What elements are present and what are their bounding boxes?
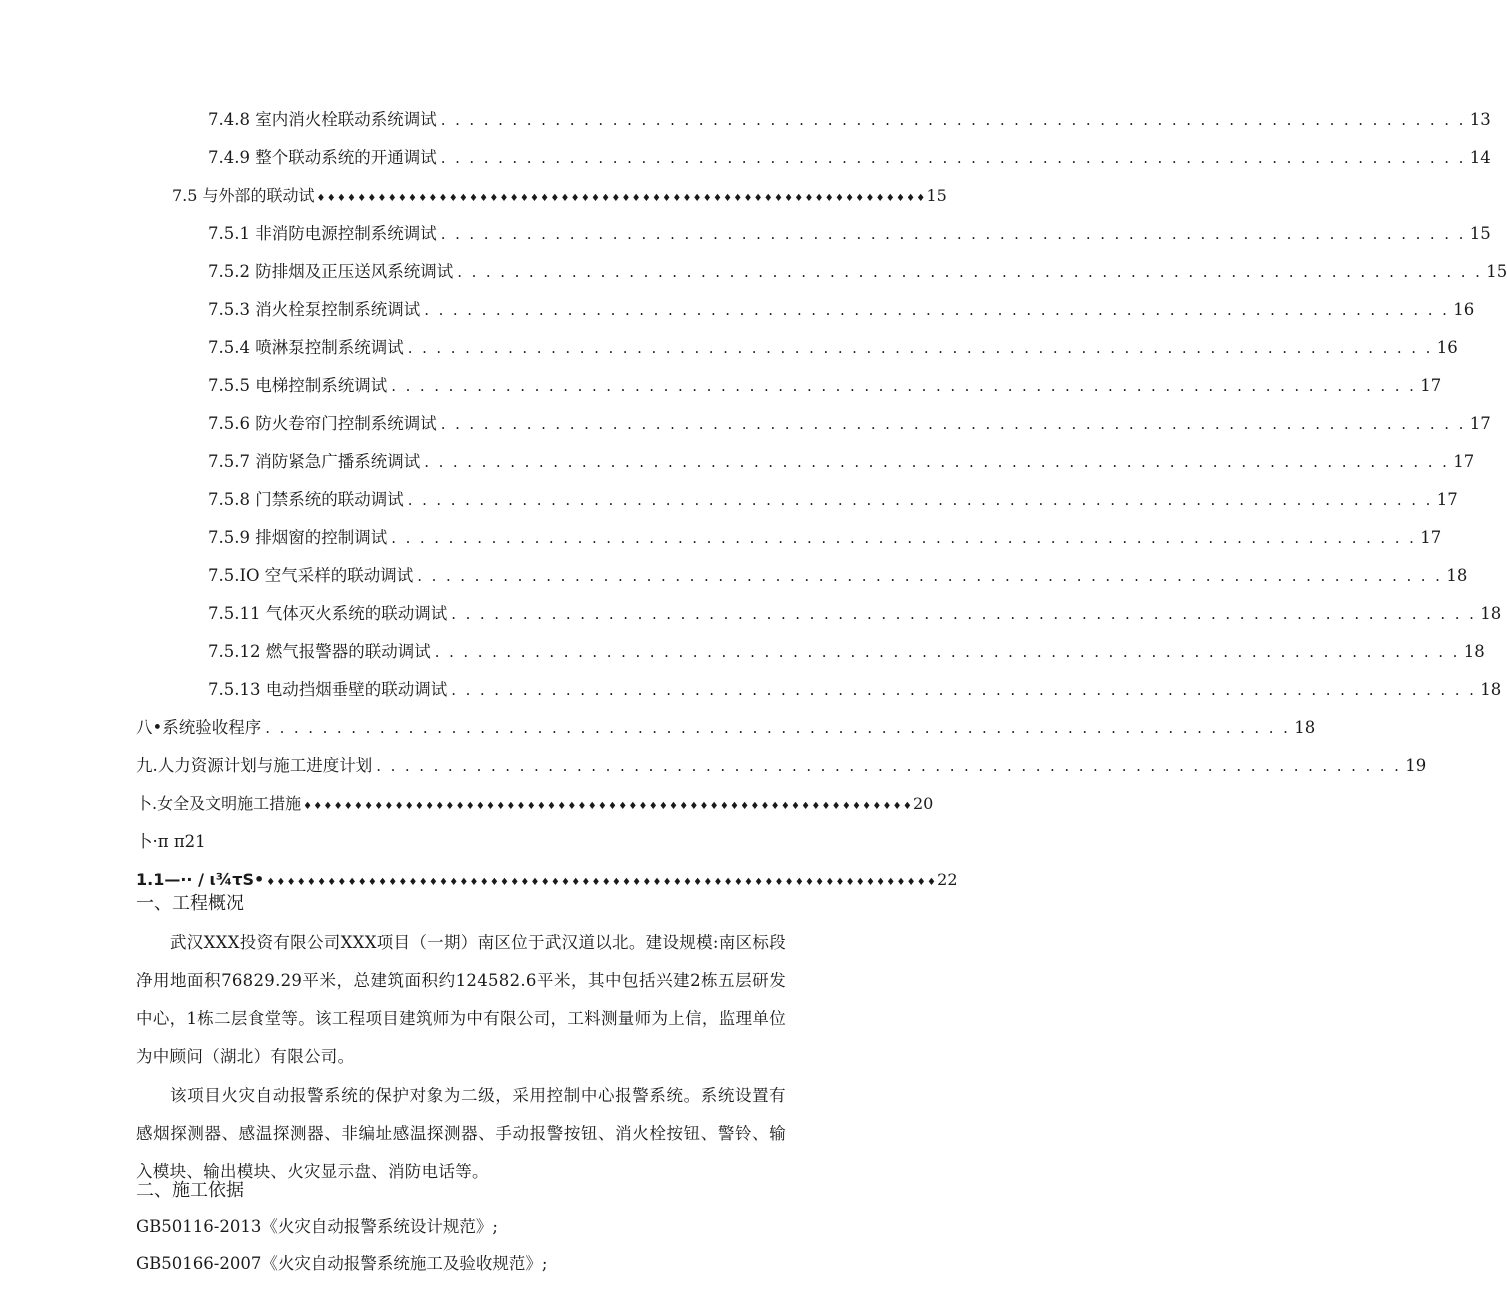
toc-entry-label: 7.5.11 气体灭火系统的联动调试 bbox=[208, 604, 448, 623]
toc-entry[interactable] bbox=[136, 867, 958, 893]
toc-entry-label: 卜·π π21 bbox=[136, 832, 206, 851]
toc-entry-page: 17 bbox=[1420, 528, 1442, 547]
toc-dot-leader: . . . . . . . . . . . . . . . . . . . . . . . . . . . . . . . . . . . . . . . . . . . . . . . . . . . . . . . . . . . . . . . . . . . . . . . . bbox=[424, 301, 1450, 319]
toc-entry-page: 14 bbox=[1469, 148, 1491, 167]
toc-entry[interactable] bbox=[208, 297, 1475, 323]
toc-entry[interactable] bbox=[208, 373, 1442, 399]
toc-entry[interactable] bbox=[208, 487, 1458, 513]
section-heading: 二、施工依据 bbox=[136, 1180, 244, 1201]
toc-entry-label: 7.4.9 整个联动系统的开通调试 bbox=[208, 148, 437, 167]
toc-entry-label: 7.5.1 非消防电源控制系统调试 bbox=[208, 224, 437, 243]
toc-diamond-leader: ♦♦♦♦♦♦♦♦♦♦♦♦♦♦♦♦♦♦♦♦♦♦♦♦♦♦♦♦♦♦♦♦♦♦♦♦♦♦♦♦♦♦♦♦♦♦♦♦♦♦♦♦♦♦♦♦♦♦♦♦♦♦♦♦♦♦ bbox=[266, 877, 938, 888]
toc-dot-leader: . . . . . . . . . . . . . . . . . . . . . . . . . . . . . . . . . . . . . . . . . . . . . . . . . . . . . . . . . . . . . . . . . . . . . . . . bbox=[457, 263, 1483, 281]
toc-entry-label: 7.5.7 消防紧急广播系统调试 bbox=[208, 452, 421, 471]
toc-dot-leader: . . . . . . . . . . . . . . . . . . . . . . . . . . . . . . . . . . . . . . . . . . . . . . . . . . . . . . . . . . . . . . . . . . . . . . . . bbox=[391, 377, 1417, 395]
toc-entry-label: 7.5.13 电动挡烟垂壁的联动调试 bbox=[208, 680, 448, 699]
toc-entry[interactable] bbox=[136, 715, 1316, 741]
toc-dot-leader: . . . . . . . . . . . . . . . . . . . . . . . . . . . . . . . . . . . . . . . . . . . . . . . . . . . . . . . . . . . . . . . . . . . . . . . . bbox=[451, 605, 1477, 623]
toc-entry-page: 17 bbox=[1453, 452, 1475, 471]
toc-entry[interactable] bbox=[208, 639, 1485, 665]
toc-entry[interactable] bbox=[208, 411, 1491, 437]
toc-entry-label: 7.5.2 防排烟及正压送风系统调试 bbox=[208, 262, 454, 281]
toc-entry-page: 20 bbox=[912, 794, 934, 813]
toc-entry[interactable] bbox=[208, 563, 1468, 589]
toc-entry-page: 15 bbox=[1486, 262, 1507, 281]
toc-dot-leader: . . . . . . . . . . . . . . . . . . . . . . . . . . . . . . . . . . . . . . . . . . . . . . . . . . . . . . . . . . . . . . . . . . . . . . . . bbox=[451, 681, 1477, 699]
toc-dot-leader: . . . . . . . . . . . . . . . . . . . . . . . . . . . . . . . . . . . . . . . . . . . . . . . . . . . . . . . . . . . . . . . . . . . . . . . . bbox=[440, 111, 1466, 129]
toc-entry-label: 7.5.9 排烟窗的控制调试 bbox=[208, 528, 388, 547]
toc-entry-label: 7.5.8 门禁系统的联动调试 bbox=[208, 490, 404, 509]
toc-entry[interactable] bbox=[208, 145, 1491, 171]
toc-entry[interactable] bbox=[208, 107, 1491, 133]
toc-dot-leader: . . . . . . . . . . . . . . . . . . . . . . . . . . . . . . . . . . . . . . . . . . . . . . . . . . . . . . . . . . . . . . . . . . . . . . . . bbox=[265, 719, 1291, 737]
toc-entry-page: 17 bbox=[1469, 414, 1491, 433]
toc-entry-label: 7.5 与外部的联动试 bbox=[172, 186, 315, 205]
section-heading: 一、工程概况 bbox=[136, 893, 244, 914]
toc-entry-page: 18 bbox=[1446, 566, 1468, 585]
toc-entry-label: 7.5.5 电梯控制系统调试 bbox=[208, 376, 388, 395]
standard-reference: GB50116-2013《火灾自动报警系统设计规范》; bbox=[136, 1217, 498, 1236]
body-paragraph: 武汉XXX投资有限公司XXX项目（一期）南区位于武汉道以北。建设规模:南区标段净用地面积76829.29平米，总建筑面积约124582.6平米，其中包括兴建2栋五层研发中心，1栋二层食堂等。该工程项目建筑师为中有限公司，工料测量师为上信，监理单位为中顾问（湖北）有限公司。 bbox=[136, 933, 786, 1066]
body-paragraph: 该项目火灾自动报警系统的保护对象为二级，采用控制中心报警系统。系统设置有感烟探测器、感温探测器、非编址感温探测器、手动报警按钮、消火栓按钮、警铃、输入模块、输出模块、火灾显示盘、消防电话等。 bbox=[136, 1086, 786, 1181]
toc-entry[interactable] bbox=[208, 677, 1502, 703]
toc-entry[interactable] bbox=[208, 601, 1502, 627]
toc-dot-leader: . . . . . . . . . . . . . . . . . . . . . . . . . . . . . . . . . . . . . . . . . . . . . . . . . . . . . . . . . . . . . . . . . . . . . . . . bbox=[407, 339, 1433, 357]
toc-entry[interactable] bbox=[208, 259, 1507, 285]
toc-entry-label: 7.5.4 喷淋泵控制系统调试 bbox=[208, 338, 404, 357]
toc-entry[interactable] bbox=[208, 525, 1442, 551]
toc-dot-leader: . . . . . . . . . . . . . . . . . . . . . . . . . . . . . . . . . . . . . . . . . . . . . . . . . . . . . . . . . . . . . . . . . . . . . . . . bbox=[391, 529, 1417, 547]
toc-entry-label: 九.人力资源计划与施工进度计划 bbox=[136, 756, 373, 775]
toc-entry-label: 7.5.3 消火栓泵控制系统调试 bbox=[208, 300, 421, 319]
toc-entry[interactable] bbox=[136, 753, 1427, 779]
toc-entry[interactable] bbox=[136, 791, 934, 817]
toc-entry-page: 17 bbox=[1420, 376, 1442, 395]
toc-entry-page: 19 bbox=[1405, 756, 1427, 775]
toc-dot-leader: . . . . . . . . . . . . . . . . . . . . . . . . . . . . . . . . . . . . . . . . . . . . . . . . . . . . . . . . . . . . . . . . . . . . . . . . bbox=[407, 491, 1433, 509]
toc-dot-leader: . . . . . . . . . . . . . . . . . . . . . . . . . . . . . . . . . . . . . . . . . . . . . . . . . . . . . . . . . . . . . . . . . . . . . . . . bbox=[440, 415, 1466, 433]
toc-dot-leader: . . . . . . . . . . . . . . . . . . . . . . . . . . . . . . . . . . . . . . . . . . . . . . . . . . . . . . . . . . . . . . . . . . . . . . . . bbox=[417, 567, 1443, 585]
toc-entry[interactable] bbox=[208, 335, 1458, 361]
toc-entry-label: 7.5.12 燃气报警器的联动调试 bbox=[208, 642, 431, 661]
toc-dot-leader: . . . . . . . . . . . . . . . . . . . . . . . . . . . . . . . . . . . . . . . . . . . . . . . . . . . . . . . . . . . . . . . . . . . . . . . . bbox=[424, 453, 1450, 471]
toc-entry-label: 八•系统验收程序 bbox=[136, 718, 262, 737]
toc-entry-label: 7.5.IO 空气采样的联动调试 bbox=[208, 566, 414, 585]
toc-entry-page: 13 bbox=[1469, 110, 1491, 129]
toc-entry[interactable] bbox=[208, 449, 1475, 475]
standard-reference: GB50166-2007《火灾自动报警系统施工及验收规范》; bbox=[136, 1254, 548, 1273]
toc-entry-page: 15 bbox=[1469, 224, 1491, 243]
toc-entry-page: 15 bbox=[926, 186, 947, 205]
toc-entry-label: 7.4.8 室内消火栓联动系统调试 bbox=[208, 110, 437, 129]
toc-diamond-leader: ♦♦♦♦♦♦♦♦♦♦♦♦♦♦♦♦♦♦♦♦♦♦♦♦♦♦♦♦♦♦♦♦♦♦♦♦♦♦♦♦♦♦♦♦♦♦♦♦♦♦♦♦♦♦♦♦♦♦♦♦ bbox=[316, 193, 927, 204]
toc-entry-label: 7.5.6 防火卷帘门控制系统调试 bbox=[208, 414, 437, 433]
toc-entry-page: 17 bbox=[1436, 490, 1458, 509]
toc-entry-label: 卜.女全及文明施工措施 bbox=[136, 794, 302, 813]
toc-entry-page: 22 bbox=[937, 870, 958, 889]
toc-dot-leader: . . . . . . . . . . . . . . . . . . . . . . . . . . . . . . . . . . . . . . . . . . . . . . . . . . . . . . . . . . . . . . . . . . . . . . . . bbox=[440, 225, 1466, 243]
toc-entry-page: 18 bbox=[1463, 642, 1485, 661]
toc-entry-page: 16 bbox=[1436, 338, 1458, 357]
toc-entry[interactable] bbox=[172, 183, 947, 209]
toc-dot-leader: . . . . . . . . . . . . . . . . . . . . . . . . . . . . . . . . . . . . . . . . . . . . . . . . . . . . . . . . . . . . . . . . . . . . . . . . bbox=[376, 757, 1402, 775]
toc-entry-page: 18 bbox=[1294, 718, 1316, 737]
toc-dot-leader: . . . . . . . . . . . . . . . . . . . . . . . . . . . . . . . . . . . . . . . . . . . . . . . . . . . . . . . . . . . . . . . . . . . . . . . . bbox=[440, 149, 1466, 167]
toc-entry-page: 16 bbox=[1453, 300, 1475, 319]
toc-entry[interactable] bbox=[136, 829, 336, 855]
toc-entry[interactable] bbox=[208, 221, 1491, 247]
toc-entry-label: 1.1—·· / ι¾τS• bbox=[136, 870, 265, 889]
toc-diamond-leader: ♦♦♦♦♦♦♦♦♦♦♦♦♦♦♦♦♦♦♦♦♦♦♦♦♦♦♦♦♦♦♦♦♦♦♦♦♦♦♦♦♦♦♦♦♦♦♦♦♦♦♦♦♦♦♦♦♦♦♦♦ bbox=[303, 801, 913, 812]
toc-entry-page: 18 bbox=[1480, 680, 1502, 699]
toc-dot-leader: . . . . . . . . . . . . . . . . . . . . . . . . . . . . . . . . . . . . . . . . . . . . . . . . . . . . . . . . . . . . . . . . . . . . . . . . bbox=[434, 643, 1460, 661]
toc-entry-page: 18 bbox=[1480, 604, 1502, 623]
